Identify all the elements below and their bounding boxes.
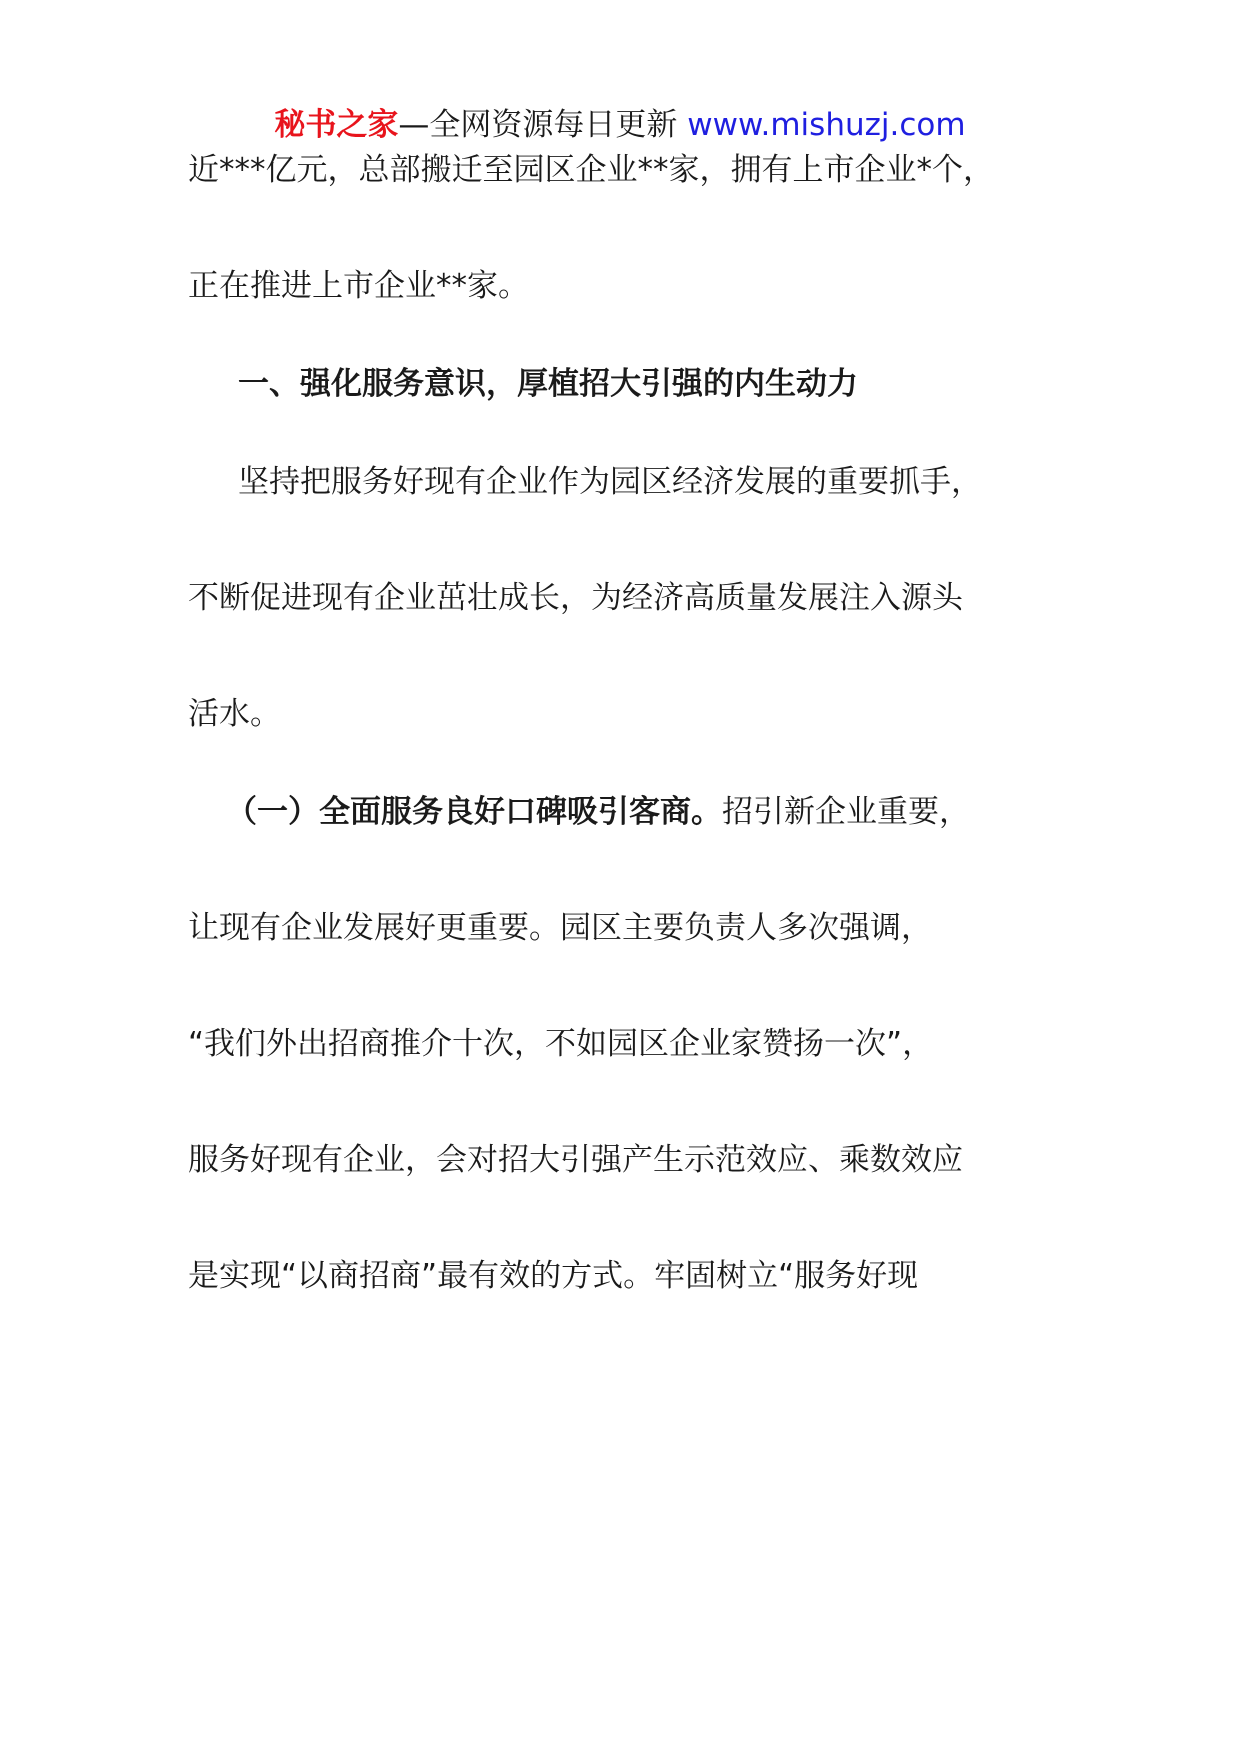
subsection-heading: （一）全面服务良好口碑吸引客商。 [226,794,722,830]
header-tagline: —全网资源每日更新 [398,107,688,143]
brand-name: 秘书之家 [274,107,399,143]
body-line: 服务好现有企业，会对招大引强产生示范效应、乘数效应 [188,1142,963,1178]
site-url[interactable]: www.mishuzj.com [687,107,966,143]
page-header [0,103,1240,147]
body-text: 招引新企业重要， [722,794,970,830]
body-line: 让现有企业发展好更重要。园区主要负责人多次强调， [188,910,932,946]
body-line: 是实现“以商招商”最有效的方式。牢固树立“服务好现 [188,1258,919,1294]
body-line: 不断促进现有企业茁壮成长，为经济高质量发展注入源头 [188,580,963,616]
body-line: 活水。 [188,696,281,732]
body-line: 坚持把服务好现有企业作为园区经济发展的重要抓手， [238,464,982,500]
body-line: 正在推进上市企业**家。 [188,268,529,304]
section-heading: 一、强化服务意识，厚植招大引强的内生动力 [238,366,858,402]
subsection-line [226,790,970,834]
body-line: 近***亿元，总部搬迁至园区企业**家，拥有上市企业*个， [188,152,994,188]
body-line: “我们外出招商推介十次，不如园区企业家赞扬一次”， [188,1026,934,1062]
